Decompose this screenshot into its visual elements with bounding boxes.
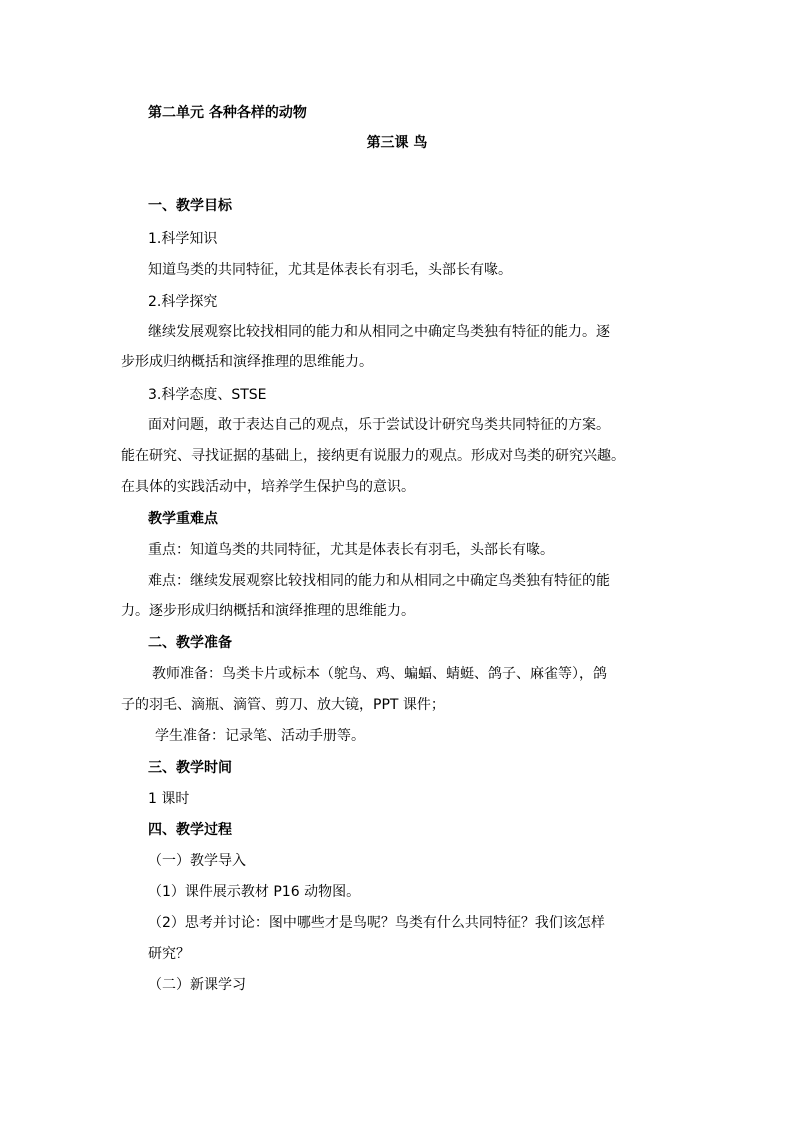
preparation-heading: 二、教学准备 bbox=[148, 635, 232, 651]
intro-step-2-line1: （2）思考并讨论：图中哪些才是鸟呢？鸟类有什么共同特征？我们该怎样 bbox=[148, 915, 605, 931]
attitude-text-line3: 在具体的实践活动中，培养学生保护鸟的意识。 bbox=[121, 479, 415, 495]
time-heading: 三、教学时间 bbox=[148, 760, 232, 776]
intro-step-1: （1）课件展示教材 P16 动物图。 bbox=[148, 884, 361, 900]
intro-step-2-line2: 研究？ bbox=[148, 946, 190, 962]
teacher-preparation-line1: 教师准备：鸟类卡片或标本（鸵鸟、鸡、蝙蝠、蜻蜓、鸽子、麻雀等），鸽 bbox=[152, 666, 607, 682]
time-value: 1 课时 bbox=[148, 791, 190, 807]
science-knowledge-label: 1.科学知识 bbox=[148, 231, 218, 247]
intro-heading: （一）教学导入 bbox=[148, 853, 246, 869]
science-inquiry-label: 2.科学探究 bbox=[148, 294, 218, 310]
process-heading: 四、教学过程 bbox=[148, 822, 232, 838]
teacher-preparation-line2: 子的羽毛、滴瓶、滴管、剪刀、放大镜，PPT 课件； bbox=[121, 697, 445, 713]
key-points-difficulty-line2: 力。逐步形成归纳概括和演绎推理的思维能力。 bbox=[121, 603, 415, 619]
science-inquiry-text-line2: 步形成归纳概括和演绎推理的思维能力。 bbox=[121, 354, 373, 370]
lesson-title: 第三课 鸟 bbox=[366, 135, 428, 151]
attitude-text-line1: 面对问题，敢于表达自己的观点，乐于尝试设计研究鸟类共同特征的方案。 bbox=[148, 417, 610, 433]
attitude-label: 3.科学态度、STSE bbox=[148, 387, 267, 403]
key-points-focus: 重点：知道鸟类的共同特征，尤其是体表长有羽毛，头部长有喙。 bbox=[148, 542, 554, 558]
key-points-heading: 教学重难点 bbox=[148, 511, 218, 527]
science-inquiry-text-line1: 继续发展观察比较找相同的能力和从相同之中确定鸟类独有特征的能力。逐 bbox=[148, 324, 610, 340]
student-preparation: 学生准备：记录笔、活动手册等。 bbox=[155, 728, 365, 744]
science-knowledge-text: 知道鸟类的共同特征，尤其是体表长有羽毛，头部长有喙。 bbox=[148, 262, 512, 278]
objectives-heading: 一、教学目标 bbox=[148, 198, 232, 214]
key-points-difficulty-line1: 难点：继续发展观察比较找相同的能力和从相同之中确定鸟类独有特征的能 bbox=[148, 573, 610, 589]
unit-title: 第二单元 各种各样的动物 bbox=[148, 105, 307, 121]
new-lesson-heading: （二）新课学习 bbox=[148, 977, 246, 993]
attitude-text-line2: 能在研究、寻找证据的基础上，接纳更有说服力的观点。形成对鸟类的研究兴趣。 bbox=[121, 448, 625, 464]
